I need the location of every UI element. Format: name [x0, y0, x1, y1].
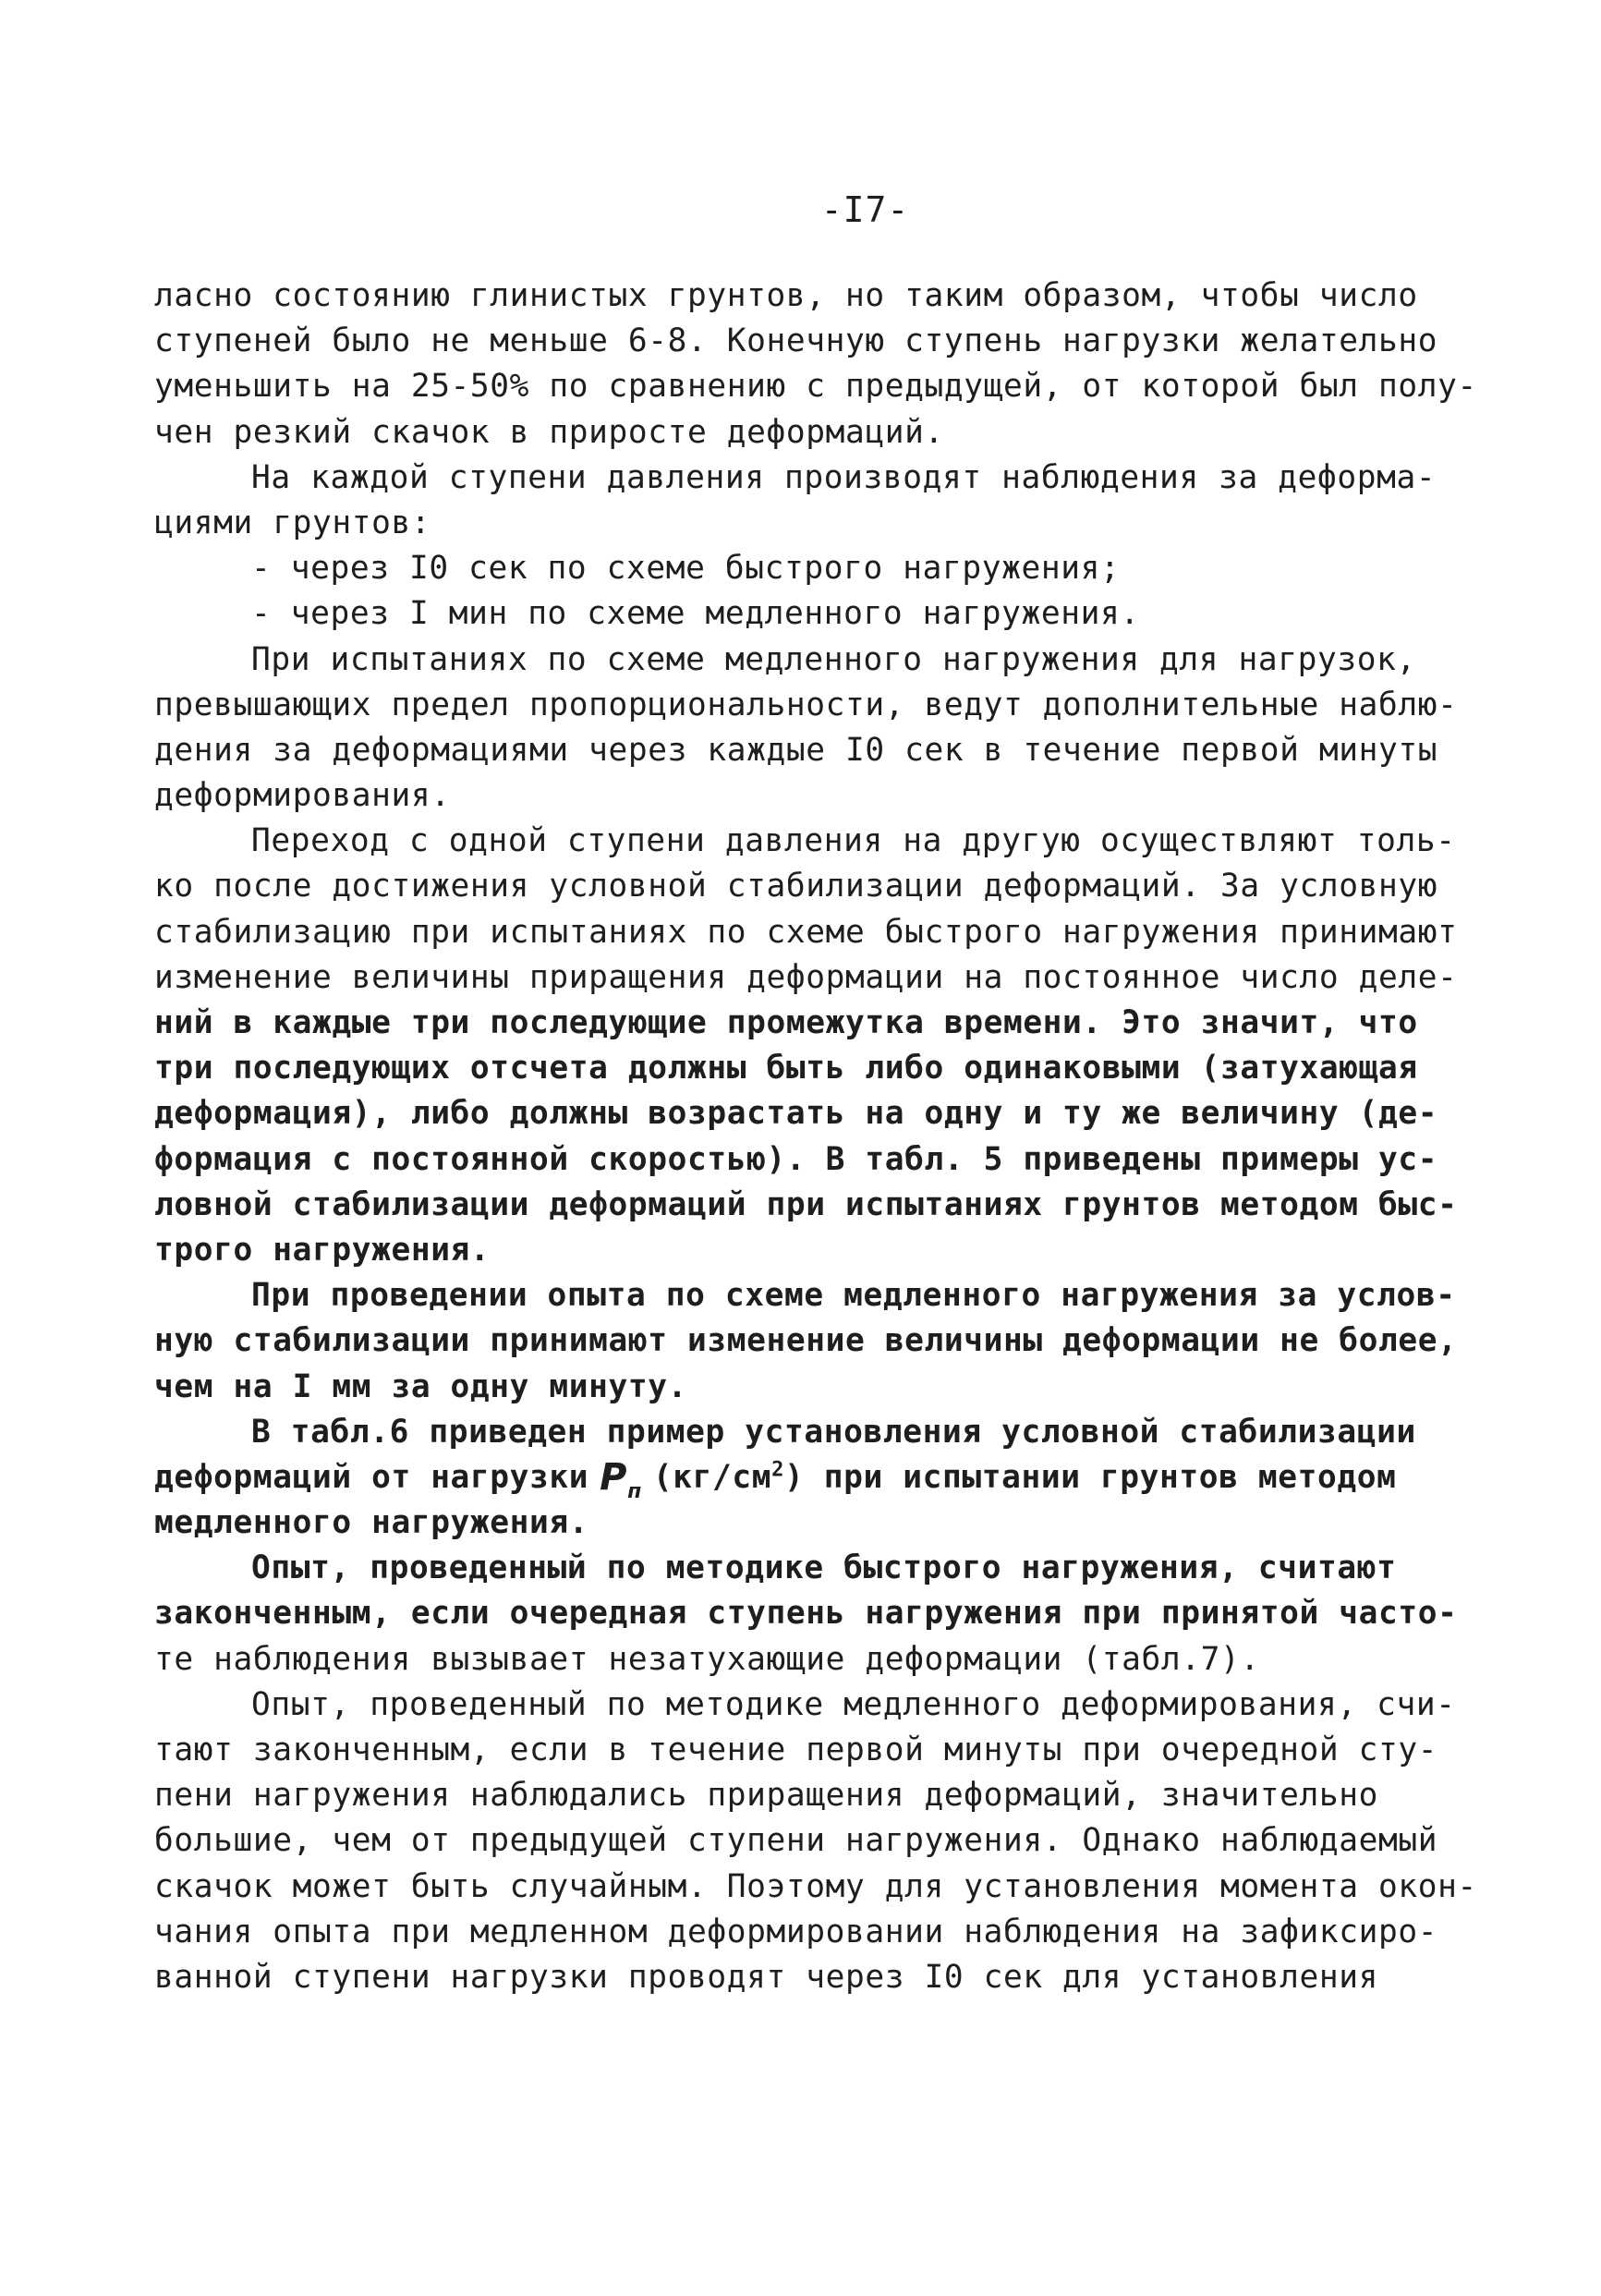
text-line: деформация), либо должны возрастать на одну и ту же величину (де- — [154, 1095, 1438, 1133]
text-fragment: (кг/см — [652, 1458, 772, 1496]
text-line: тают законченным, если в течение первой минуты при очередной сту- — [154, 1731, 1438, 1768]
list-item: - через I0 сек по схеме быстрого нагружения; — [251, 550, 1121, 588]
text-line: На каждой ступени давления производят наблюдения за деформа- — [251, 458, 1437, 496]
text-line: ний в каждые три последующие промежутка времени. Это значит, что — [154, 1004, 1418, 1041]
superscript: 2 — [771, 1458, 784, 1482]
text-line: те наблюдения вызывает незатухающие деформации (табл.7). — [154, 1640, 1260, 1678]
text-line: уменьшить на 25-50% по сравнению с предыдущей, от которой был полу- — [154, 368, 1477, 406]
text-line-with-formula — [154, 1455, 1448, 1503]
text-line: трого нагружения. — [154, 1231, 491, 1269]
text-line: ную стабилизации принимают изменение величины деформации не более, — [154, 1322, 1458, 1360]
text-line: чен резкий скачок в приросте деформаций. — [154, 413, 944, 451]
text-line: ласно состоянию глинистых грунтов, но таким образом, чтобы число — [154, 277, 1418, 314]
text-line: ко после достижения условной стабилизации деформаций. За условную — [154, 868, 1438, 905]
text-line: законченным, если очередная ступень нагружения при принятой часто- — [154, 1595, 1458, 1633]
text-fragment: ) при испытании грунтов методом — [784, 1458, 1397, 1496]
text-line: стабилизацию при испытаниях по схеме быстрого нагружения принимают — [154, 913, 1458, 951]
text-line: В табл.6 приведен пример установления условной стабилизации — [251, 1413, 1416, 1451]
document-body — [154, 273, 1477, 2000]
text-line: Переход с одной ступени давления на другую осуществляют толь- — [251, 822, 1456, 860]
text-line: деформирования. — [154, 777, 451, 815]
text-line: При испытаниях по схеме медленного нагружения для нагрузок, — [251, 640, 1416, 678]
text-fragment: деформаций от нагрузки — [154, 1458, 589, 1496]
list-item: - через I мин по схеме медленного нагружения. — [251, 595, 1140, 633]
text-line: дения за деформациями через каждые I0 сек в течение первой минуты — [154, 731, 1438, 769]
text-line: ванной ступени нагрузки проводят через I0 сек для установления — [154, 1958, 1378, 1996]
text-line: Опыт, проведенный по методике быстрого нагружения, считают — [251, 1549, 1397, 1587]
text-line: медленного нагружения. — [154, 1504, 589, 1542]
text-line: превышающих предел пропорциональности, ведут дополнительные наблю- — [154, 686, 1458, 723]
text-line: Опыт, проведенный по методике медленного деформирования, счи- — [251, 1685, 1456, 1723]
text-line: чания опыта при медленном деформировании наблюдения на зафиксиро- — [154, 1913, 1438, 1950]
text-line: скачок может быть случайным. Поэтому для установления момента окон- — [154, 1867, 1477, 1905]
text-line: большие, чем от предыдущей ступени нагружения. Однако наблюдаемый — [154, 1822, 1438, 1860]
text-line: формация с постоянной скоростью). В табл. 5 приведены примеры ус- — [154, 1140, 1438, 1178]
text-line: пени нагружения наблюдались приращения деформаций, значительно — [154, 1777, 1378, 1815]
text-line: ступеней было не меньше 6-8. Конечную ступень нагрузки желательно — [154, 322, 1438, 360]
text-line: циями грунтов: — [154, 504, 431, 541]
text-line: три последующих отсчета должны быть либо одинаковыми (затухающая — [154, 1050, 1418, 1087]
text-line: ловной стабилизации деформаций при испытаниях грунтов методом быс- — [154, 1185, 1458, 1223]
page-number: -I7- — [820, 189, 910, 230]
pressure-symbol: $P_п$ — [600, 1455, 642, 1503]
text-line: При проведении опыта по схеме медленного нагружения за услов- — [251, 1277, 1456, 1315]
text-line: чем на I мм за одну минуту. — [154, 1367, 688, 1405]
text-line: изменение величины приращения деформации на постоянное число деле- — [154, 958, 1458, 996]
